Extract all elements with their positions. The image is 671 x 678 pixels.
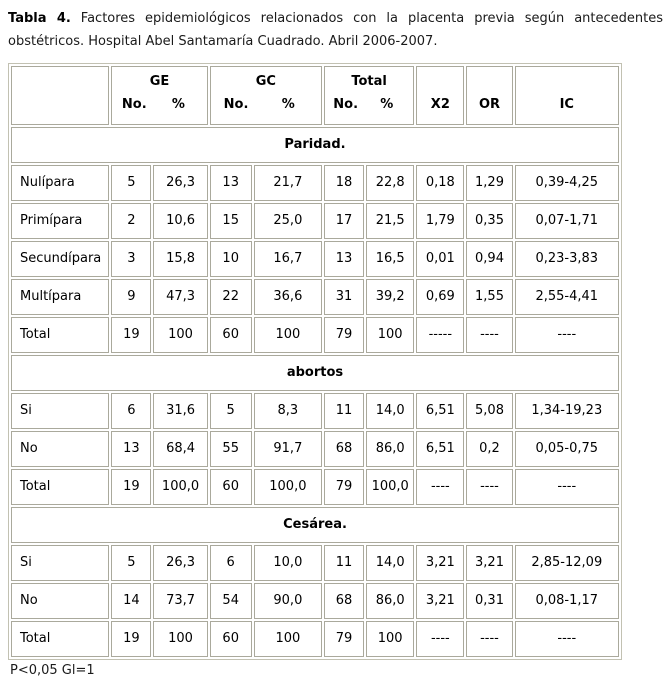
column-header-total [324, 66, 414, 125]
data-cell: 0,94 [466, 241, 512, 277]
row-label: Total [11, 621, 109, 657]
data-cell: 14,0 [366, 393, 414, 429]
data-cell: 68,4 [153, 431, 207, 467]
data-cell: 86,0 [366, 583, 414, 619]
column-header-gc [210, 66, 322, 125]
data-cell: 100,0 [153, 469, 207, 505]
data-cell: 13 [324, 241, 364, 277]
data-cell: 100 [366, 317, 414, 353]
data-cell: 68 [324, 583, 364, 619]
table-row [11, 583, 619, 619]
section-header-row [11, 507, 619, 543]
data-cell: 86,0 [366, 431, 414, 467]
data-cell: 0,23-3,83 [515, 241, 619, 277]
column-header-ge [111, 66, 207, 125]
data-cell: 9 [111, 279, 151, 315]
data-cell: 19 [111, 317, 151, 353]
data-cell: 6,51 [416, 393, 464, 429]
data-cell: 1,34-19,23 [515, 393, 619, 429]
subheader-pct: % [281, 97, 295, 112]
data-cell: 2 [111, 203, 151, 239]
data-cell: ---- [416, 621, 464, 657]
data-cell: ---- [466, 469, 512, 505]
data-cell: 6 [111, 393, 151, 429]
data-cell: 0,39-4,25 [515, 165, 619, 201]
data-cell: 0,01 [416, 241, 464, 277]
data-cell: 39,2 [366, 279, 414, 315]
data-cell: 14 [111, 583, 151, 619]
row-label: Multípara [11, 279, 109, 315]
data-cell: 25,0 [254, 203, 322, 239]
data-cell: 73,7 [153, 583, 207, 619]
data-cell: 54 [210, 583, 252, 619]
table-row [11, 469, 619, 505]
data-cell: 2,55-4,41 [515, 279, 619, 315]
data-cell: 5 [210, 393, 252, 429]
table-row [11, 545, 619, 581]
data-cell: 68 [324, 431, 364, 467]
data-cell: 15 [210, 203, 252, 239]
data-cell: 31 [324, 279, 364, 315]
subheader-no: No. [223, 97, 249, 112]
data-cell: 1,29 [466, 165, 512, 201]
row-label: Si [11, 545, 109, 581]
data-cell: 55 [210, 431, 252, 467]
data-cell: 10,0 [254, 545, 322, 581]
table-caption [8, 7, 663, 53]
table-row [11, 279, 619, 315]
data-cell: 60 [210, 469, 252, 505]
data-cell: 5,08 [466, 393, 512, 429]
table-caption-text: Factores epidemiológicos relacionados con la placenta previa según antecedentes obstétricos. Hospital Abel Santamaría Cuadrado. Abril 2006-2007. [8, 11, 663, 49]
data-cell: 0,2 [466, 431, 512, 467]
subheader-no: No. [333, 97, 359, 112]
data-cell: 8,3 [254, 393, 322, 429]
data-cell: 0,69 [416, 279, 464, 315]
data-cell: 18 [324, 165, 364, 201]
data-cell: 13 [111, 431, 151, 467]
data-cell: ---- [515, 469, 619, 505]
data-cell: 16,5 [366, 241, 414, 277]
data-cell: 0,35 [466, 203, 512, 239]
data-cell: 3,21 [416, 545, 464, 581]
data-cell: 26,3 [153, 545, 207, 581]
data-cell: ---- [416, 469, 464, 505]
row-label: No [11, 431, 109, 467]
data-cell: 0,18 [416, 165, 464, 201]
data-cell: 90,0 [254, 583, 322, 619]
data-cell: 79 [324, 317, 364, 353]
data-cell: 10,6 [153, 203, 207, 239]
data-cell: 36,6 [254, 279, 322, 315]
data-cell: 15,8 [153, 241, 207, 277]
data-cell: ----- [416, 317, 464, 353]
data-cell: 100,0 [254, 469, 322, 505]
data-cell: ---- [515, 621, 619, 657]
table-row [11, 393, 619, 429]
row-label: Nulípara [11, 165, 109, 201]
epidemiology-table [8, 63, 622, 660]
data-cell: 6 [210, 545, 252, 581]
data-cell: 22 [210, 279, 252, 315]
data-cell: 60 [210, 621, 252, 657]
data-cell: 21,7 [254, 165, 322, 201]
group-label-total: Total [351, 74, 387, 89]
row-label: Si [11, 393, 109, 429]
data-cell: ---- [466, 317, 512, 353]
data-cell: ---- [466, 621, 512, 657]
column-header-ic: IC [515, 66, 619, 125]
table-row [11, 431, 619, 467]
section-title: Paridad. [11, 127, 619, 163]
subheader-no: No. [121, 97, 147, 112]
data-cell: 47,3 [153, 279, 207, 315]
data-cell: 6,51 [416, 431, 464, 467]
data-cell: 1,79 [416, 203, 464, 239]
data-cell: 79 [324, 469, 364, 505]
section-header-row [11, 355, 619, 391]
header-row [11, 66, 619, 125]
data-cell: 31,6 [153, 393, 207, 429]
data-cell: 26,3 [153, 165, 207, 201]
data-cell: 3,21 [466, 545, 512, 581]
data-cell: 14,0 [366, 545, 414, 581]
data-cell: 3,21 [416, 583, 464, 619]
data-cell: 0,08-1,17 [515, 583, 619, 619]
data-cell: 5 [111, 165, 151, 201]
data-cell: 17 [324, 203, 364, 239]
table-row [11, 203, 619, 239]
group-label-ge: GE [149, 74, 170, 89]
data-cell: 100 [366, 621, 414, 657]
row-label: Total [11, 469, 109, 505]
row-label: Total [11, 317, 109, 353]
data-cell: 2,85-12,09 [515, 545, 619, 581]
data-cell: 100 [254, 317, 322, 353]
data-cell: 21,5 [366, 203, 414, 239]
data-cell: 13 [210, 165, 252, 201]
table-body [11, 127, 619, 657]
section-title: Cesárea. [11, 507, 619, 543]
data-cell: 100,0 [366, 469, 414, 505]
table-row [11, 165, 619, 201]
row-label: No [11, 583, 109, 619]
data-cell: 100 [153, 317, 207, 353]
data-cell: 11 [324, 393, 364, 429]
data-cell: 100 [254, 621, 322, 657]
data-cell: 79 [324, 621, 364, 657]
data-cell: 91,7 [254, 431, 322, 467]
table-row [11, 317, 619, 353]
section-title: abortos [11, 355, 619, 391]
group-label-gc: GC [255, 74, 276, 89]
data-cell: 16,7 [254, 241, 322, 277]
subheader-pct: % [380, 97, 394, 112]
data-cell: 60 [210, 317, 252, 353]
column-header-or: OR [466, 66, 512, 125]
significance-footnote: P<0,05 Gl=1 [10, 663, 95, 678]
row-label: Secundípara [11, 241, 109, 277]
data-cell: ---- [515, 317, 619, 353]
data-cell: 3 [111, 241, 151, 277]
data-cell: 10 [210, 241, 252, 277]
data-cell: 5 [111, 545, 151, 581]
data-cell: 0,31 [466, 583, 512, 619]
table-row [11, 621, 619, 657]
section-header-row [11, 127, 619, 163]
data-cell: 19 [111, 621, 151, 657]
corner-cell [11, 66, 109, 125]
row-label: Primípara [11, 203, 109, 239]
data-cell: 0,05-0,75 [515, 431, 619, 467]
table-row [11, 241, 619, 277]
subheader-pct: % [171, 97, 185, 112]
data-cell: 100 [153, 621, 207, 657]
data-cell: 19 [111, 469, 151, 505]
data-cell: 22,8 [366, 165, 414, 201]
column-header-x2: X2 [416, 66, 464, 125]
table-caption-label: Tabla 4. [8, 11, 71, 26]
data-cell: 1,55 [466, 279, 512, 315]
data-cell: 0,07-1,71 [515, 203, 619, 239]
data-cell: 11 [324, 545, 364, 581]
